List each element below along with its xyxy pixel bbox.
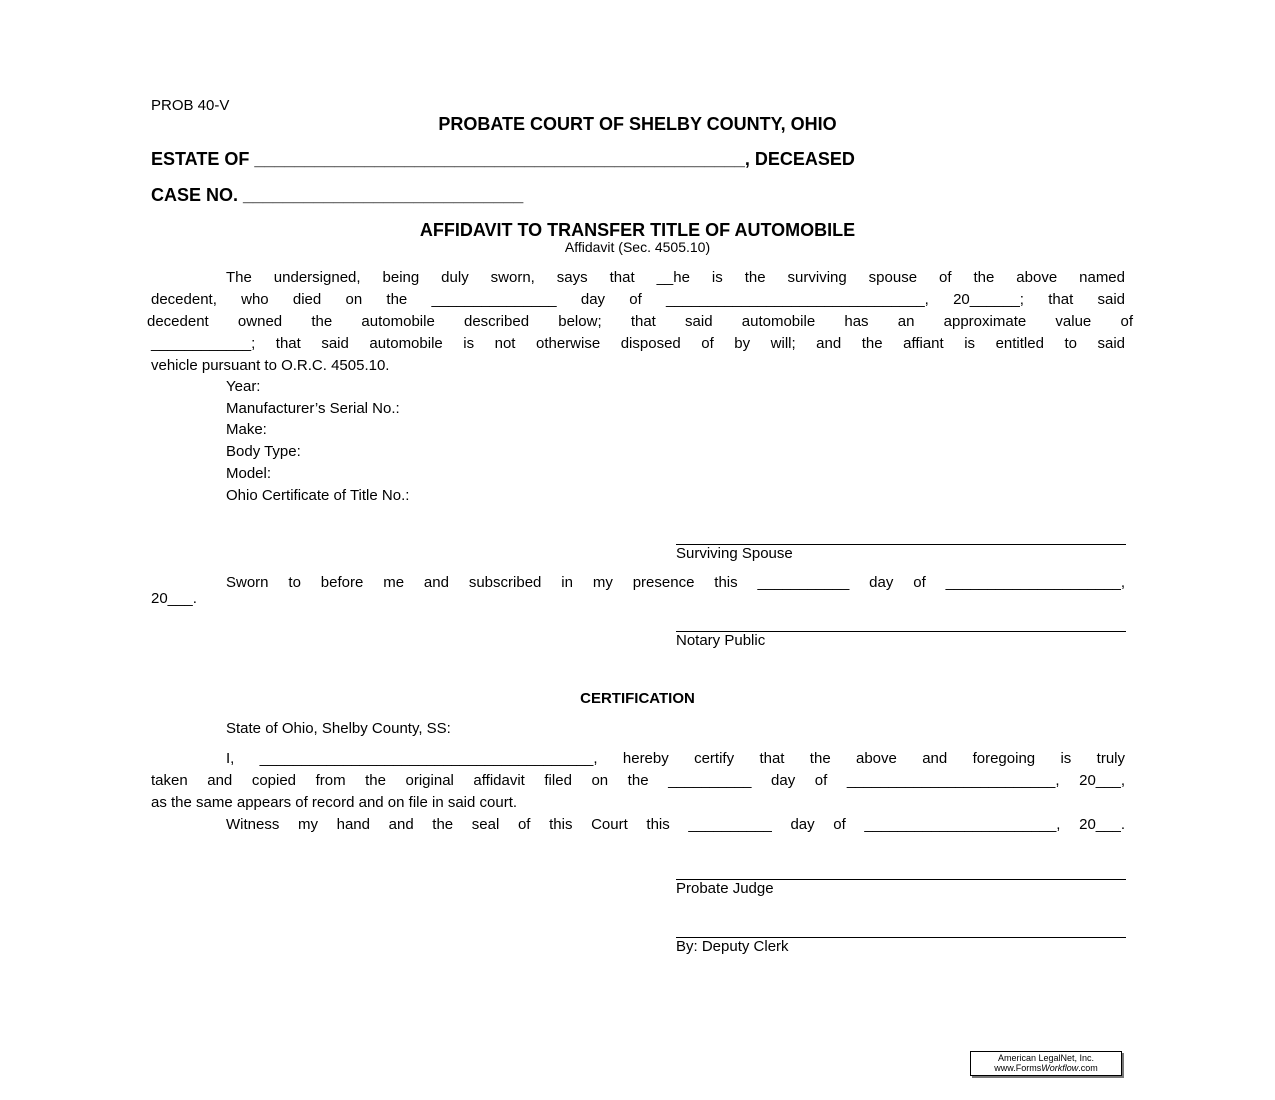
title-no-label: Ohio Certificate of Title No.: bbox=[226, 487, 410, 504]
affidavit-line-4: ____________; that said automobile is not otherwise disposed of by will; and the affiant is entitled to said bbox=[151, 335, 1125, 352]
year-label: Year: bbox=[226, 378, 261, 395]
case-no-blank: ____________________________ bbox=[243, 185, 524, 205]
certification-title: CERTIFICATION bbox=[580, 690, 695, 707]
deceased-label: , DECEASED bbox=[744, 149, 855, 169]
sworn-line-1: Sworn to before me and subscribed in my presence this ___________ day of _____________________, bbox=[226, 574, 1125, 591]
publisher-url-brand: Workflow bbox=[1041, 1063, 1079, 1073]
estate-of-label: ESTATE OF bbox=[151, 149, 255, 169]
publisher-url-prefix: www.Forms bbox=[994, 1063, 1042, 1073]
publisher-name: American LegalNet, Inc. bbox=[997, 1053, 1095, 1063]
certification-line-3: as the same appears of record and on file in said court. bbox=[151, 794, 518, 811]
sworn-line-2: 20___. bbox=[151, 590, 197, 607]
deputy-clerk-label: By: Deputy Clerk bbox=[676, 938, 789, 955]
make-label: Make: bbox=[226, 421, 267, 438]
estate-name-blank: _________________________________________________ bbox=[254, 149, 745, 169]
publisher-url bbox=[971, 1063, 1121, 1073]
certification-line-1: I, ________________________________________, hereby certify that the above and foregoing is truly bbox=[226, 750, 1125, 767]
form-id: PROB 40-V bbox=[151, 97, 230, 114]
notary-public-label: Notary Public bbox=[676, 632, 766, 649]
serial-no-label: Manufacturer’s Serial No.: bbox=[226, 400, 400, 417]
case-number-line bbox=[151, 185, 523, 206]
body-type-label: Body Type: bbox=[226, 443, 301, 460]
publisher-stamp bbox=[970, 1051, 1122, 1076]
certification-line-2: taken and copied from the original affidavit filed on the __________ day of _________________________, 20___, bbox=[151, 772, 1125, 789]
probate-judge-label: Probate Judge bbox=[676, 880, 774, 897]
affidavit-line-1: The undersigned, being duly sworn, says that __he is the surviving spouse of the above named bbox=[226, 269, 1125, 286]
estate-of-line bbox=[151, 149, 1126, 170]
witness-line: Witness my hand and the seal of this Court this __________ day of _______________________, 20___. bbox=[226, 816, 1125, 833]
document-subtitle: Affidavit (Sec. 4505.10) bbox=[564, 239, 711, 255]
model-label: Model: bbox=[226, 465, 272, 482]
certification-venue: State of Ohio, Shelby County, SS: bbox=[226, 720, 451, 737]
affidavit-line-3: decedent owned the automobile described below; that said automobile has an approximate value of bbox=[147, 313, 1133, 330]
publisher-url-suffix: .com bbox=[1078, 1063, 1098, 1073]
document-title: AFFIDAVIT TO TRANSFER TITLE OF AUTOMOBILE bbox=[419, 220, 856, 240]
case-no-label: CASE NO. bbox=[151, 185, 244, 205]
affidavit-line-2: decedent, who died on the _______________ day of _______________________________, 20______; that said bbox=[151, 291, 1125, 308]
affidavit-line-5: vehicle pursuant to O.R.C. 4505.10. bbox=[151, 357, 390, 374]
surviving-spouse-label: Surviving Spouse bbox=[676, 545, 793, 562]
court-name: PROBATE COURT OF SHELBY COUNTY, OHIO bbox=[438, 114, 837, 134]
